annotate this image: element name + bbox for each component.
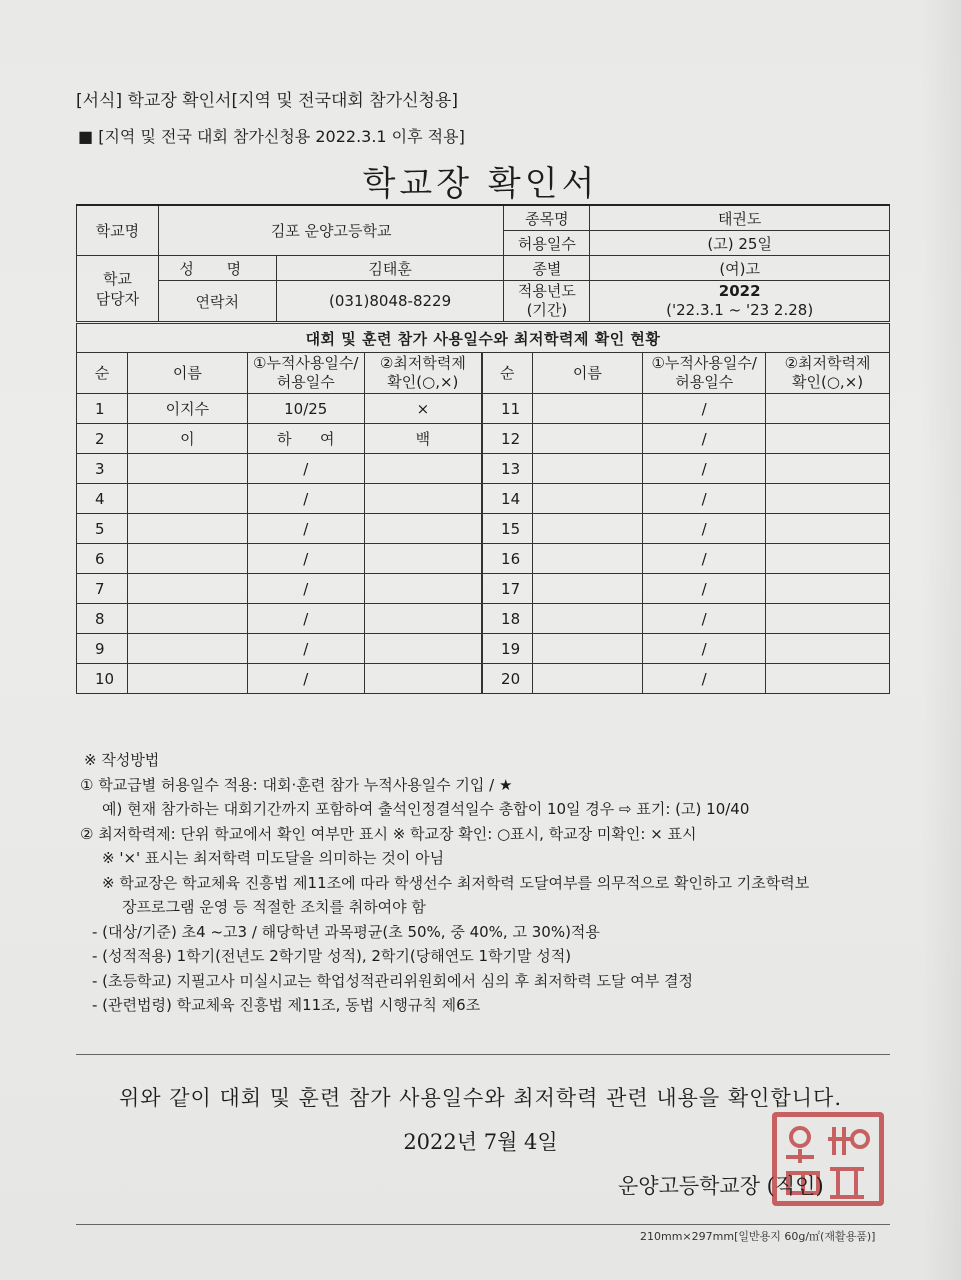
row-number-right: 14 xyxy=(482,484,532,514)
event-value: 태권도 xyxy=(590,205,890,231)
row-days-right: / xyxy=(643,514,766,544)
status-row xyxy=(77,574,890,604)
col-days: ①누적사용일수/ 허용일수 xyxy=(247,353,364,394)
row-check xyxy=(364,574,482,604)
row-days: / xyxy=(247,544,364,574)
row-check-right xyxy=(766,604,890,634)
row-name-right xyxy=(532,484,643,514)
row-check-right xyxy=(766,574,890,604)
year-period: ('22.3.1 ~ '23 2.28) xyxy=(666,301,814,319)
row-check xyxy=(364,514,482,544)
row-name-right xyxy=(532,544,643,574)
row-check-right xyxy=(766,424,890,454)
row-number: 9 xyxy=(77,634,128,664)
name-label: 성 명 xyxy=(158,256,276,281)
form-label: [서식] 학교장 확인서[지역 및 전국대회 참가신청용] xyxy=(76,91,458,111)
status-row xyxy=(77,454,890,484)
row-number: 1 xyxy=(77,394,128,424)
col-name-right: 이름 xyxy=(532,353,643,394)
note-1: ① 학교급별 허용일수 적용: 대회·훈련 참가 누적사용일수 기입 / ★ xyxy=(80,775,513,794)
row-number-right: 13 xyxy=(482,454,532,484)
row-days: / xyxy=(247,604,364,634)
row-name-right xyxy=(532,604,643,634)
row-name-right xyxy=(532,424,643,454)
row-name-right xyxy=(532,664,643,694)
row-number-right: 18 xyxy=(482,604,532,634)
row-name xyxy=(127,664,247,694)
row-check-right xyxy=(766,484,890,514)
row-name xyxy=(127,604,247,634)
row-days: / xyxy=(247,664,364,694)
row-days: / xyxy=(247,514,364,544)
row-name-right xyxy=(532,514,643,544)
contact-label: 연락처 xyxy=(158,281,276,322)
col-check-right: ②최저학력제 확인(○,×) xyxy=(766,353,890,394)
status-row xyxy=(77,634,890,664)
row-number-right: 17 xyxy=(482,574,532,604)
row-days-right: / xyxy=(643,424,766,454)
info-table xyxy=(76,204,890,322)
row-days-right: / xyxy=(643,484,766,514)
confirm-statement: 위와 같이 대회 및 훈련 참가 사용일수와 최저학력 관련 내용을 확인합니다. xyxy=(118,1086,842,1110)
col-no-right: 순 xyxy=(482,353,532,394)
note-dash-3: - (초등학교) 지필고사 미실시교는 학업성적관리위원회에서 심의 후 최저학력 도달 여부 결정 xyxy=(92,971,693,990)
row-number-right: 19 xyxy=(482,634,532,664)
row-check xyxy=(364,544,482,574)
row-name-right xyxy=(532,454,643,484)
row-days-right: / xyxy=(643,574,766,604)
row-days: / xyxy=(247,484,364,514)
row-name-right xyxy=(532,394,643,424)
days-label: 허용일수 xyxy=(504,231,590,256)
row-number: 7 xyxy=(77,574,128,604)
status-row xyxy=(77,424,890,454)
col-no: 순 xyxy=(77,353,128,394)
row-number-right: 20 xyxy=(482,664,532,694)
note-dash-2: - (성적적용) 1학기(전년도 2학기말 성적), 2학기(당해연도 1학기말 성적) xyxy=(92,947,572,965)
event-label: 종목명 xyxy=(504,205,590,231)
row-check-right xyxy=(766,634,890,664)
status-row xyxy=(77,394,890,424)
row-check xyxy=(364,664,482,694)
row-days: 10/25 xyxy=(247,394,364,424)
school-value: 김포 운양고등학교 xyxy=(158,205,504,256)
row-number: 4 xyxy=(77,484,128,514)
row-check: 백 xyxy=(364,424,482,454)
gender-label: 종별 xyxy=(504,256,590,281)
row-check-right xyxy=(766,514,890,544)
row-days: / xyxy=(247,634,364,664)
note-1-example: 예) 현재 참가하는 대회기간까지 포함하여 출석인정결석일수 총합이 10일 경우 ⇨ 표기: (고) 10/40 xyxy=(102,800,750,818)
name-value: 김태훈 xyxy=(276,256,504,281)
gender-value: (여)고 xyxy=(590,256,890,281)
row-name xyxy=(127,574,247,604)
row-check-right xyxy=(766,454,890,484)
row-check-right xyxy=(766,664,890,694)
status-table xyxy=(76,323,890,694)
status-caption: 대회 및 훈련 참가 사용일수와 최저학력제 확인 현황 xyxy=(77,324,890,353)
row-name xyxy=(127,634,247,664)
manager-label: 학교 담당자 xyxy=(77,256,159,322)
notes-heading: ※ 작성방법 xyxy=(84,751,160,769)
col-check: ②최저학력제 확인(○,×) xyxy=(364,353,482,394)
sub-label: ■ [지역 및 전국 대회 참가신청용 2022.3.1 이후 적용] xyxy=(78,127,465,146)
row-number: 8 xyxy=(77,604,128,634)
row-check-right xyxy=(766,394,890,424)
row-check xyxy=(364,604,482,634)
status-row xyxy=(77,544,890,574)
col-name: 이름 xyxy=(127,353,247,394)
row-name xyxy=(127,514,247,544)
row-check: × xyxy=(364,394,482,424)
note-dash-1: - (대상/기준) 초4 ~고3 / 해당학년 과목평균(초 50%, 중 40%, 고 30%)적용 xyxy=(92,922,600,941)
year-label: 적용년도 (기간) xyxy=(504,281,590,322)
row-number-right: 12 xyxy=(482,424,532,454)
row-days-right: / xyxy=(643,634,766,664)
note-2-b1: ※ 학교장은 학교체육 진흥법 제11조에 따라 학생선수 최저학력 도달여부를 의무적으로 확인하고 기초학력보 xyxy=(102,873,810,892)
row-days-right: / xyxy=(643,544,766,574)
document-title: 학교장 확인서 xyxy=(362,164,599,204)
paper-spec-footer: 210mm×297mm[일반용지 60g/㎡(재활용품)] xyxy=(640,1230,876,1243)
row-days: 하 여 xyxy=(247,424,364,454)
note-2: ② 최저학력제: 단위 학교에서 확인 여부만 표시 ※ 학교장 확인: ○표시, 학교장 미확인: × 표시 xyxy=(80,824,697,843)
row-number: 2 xyxy=(77,424,128,454)
row-name xyxy=(127,544,247,574)
signer-line: 운양고등학교장 (직인) xyxy=(618,1174,824,1198)
divider-bottom xyxy=(76,1224,890,1225)
row-number: 10 xyxy=(77,664,128,694)
row-number-right: 15 xyxy=(482,514,532,544)
status-row xyxy=(77,664,890,694)
confirm-date: 2022년 7월 4일 xyxy=(403,1130,558,1154)
row-number-right: 16 xyxy=(482,544,532,574)
school-label: 학교명 xyxy=(77,205,159,256)
row-name xyxy=(127,484,247,514)
row-number: 5 xyxy=(77,514,128,544)
row-check-right xyxy=(766,544,890,574)
row-check xyxy=(364,484,482,514)
row-name-right xyxy=(532,574,643,604)
year-cell xyxy=(590,281,890,322)
status-row xyxy=(77,484,890,514)
note-2-a: ※ '×' 표시는 최저학력 미도달을 의미하는 것이 아님 xyxy=(102,849,445,867)
row-name xyxy=(127,454,247,484)
row-days-right: / xyxy=(643,664,766,694)
row-days: / xyxy=(247,454,364,484)
year-value: 2022 xyxy=(718,282,761,300)
row-days-right: / xyxy=(643,394,766,424)
status-row xyxy=(77,514,890,544)
row-days: / xyxy=(247,574,364,604)
divider-top xyxy=(76,1054,890,1055)
note-2-b2: 장프로그램 운영 등 적절한 조치를 취하여야 함 xyxy=(122,898,426,916)
days-value: (고) 25일 xyxy=(590,231,890,256)
notes-section xyxy=(80,748,809,1018)
row-number: 6 xyxy=(77,544,128,574)
status-row xyxy=(77,604,890,634)
row-days-right: / xyxy=(643,454,766,484)
row-number-right: 11 xyxy=(482,394,532,424)
col-days-right: ①누적사용일수/ 허용일수 xyxy=(643,353,766,394)
row-days-right: / xyxy=(643,604,766,634)
contact-value: (031)8048-8229 xyxy=(276,281,504,322)
note-dash-4: - (관련법령) 학교체육 진흥법 제11조, 동법 시행규칙 제6조 xyxy=(92,996,481,1014)
row-check xyxy=(364,634,482,664)
row-check xyxy=(364,454,482,484)
row-name: 이지수 xyxy=(127,394,247,424)
row-number: 3 xyxy=(77,454,128,484)
row-name: 이 xyxy=(127,424,247,454)
row-name-right xyxy=(532,634,643,664)
